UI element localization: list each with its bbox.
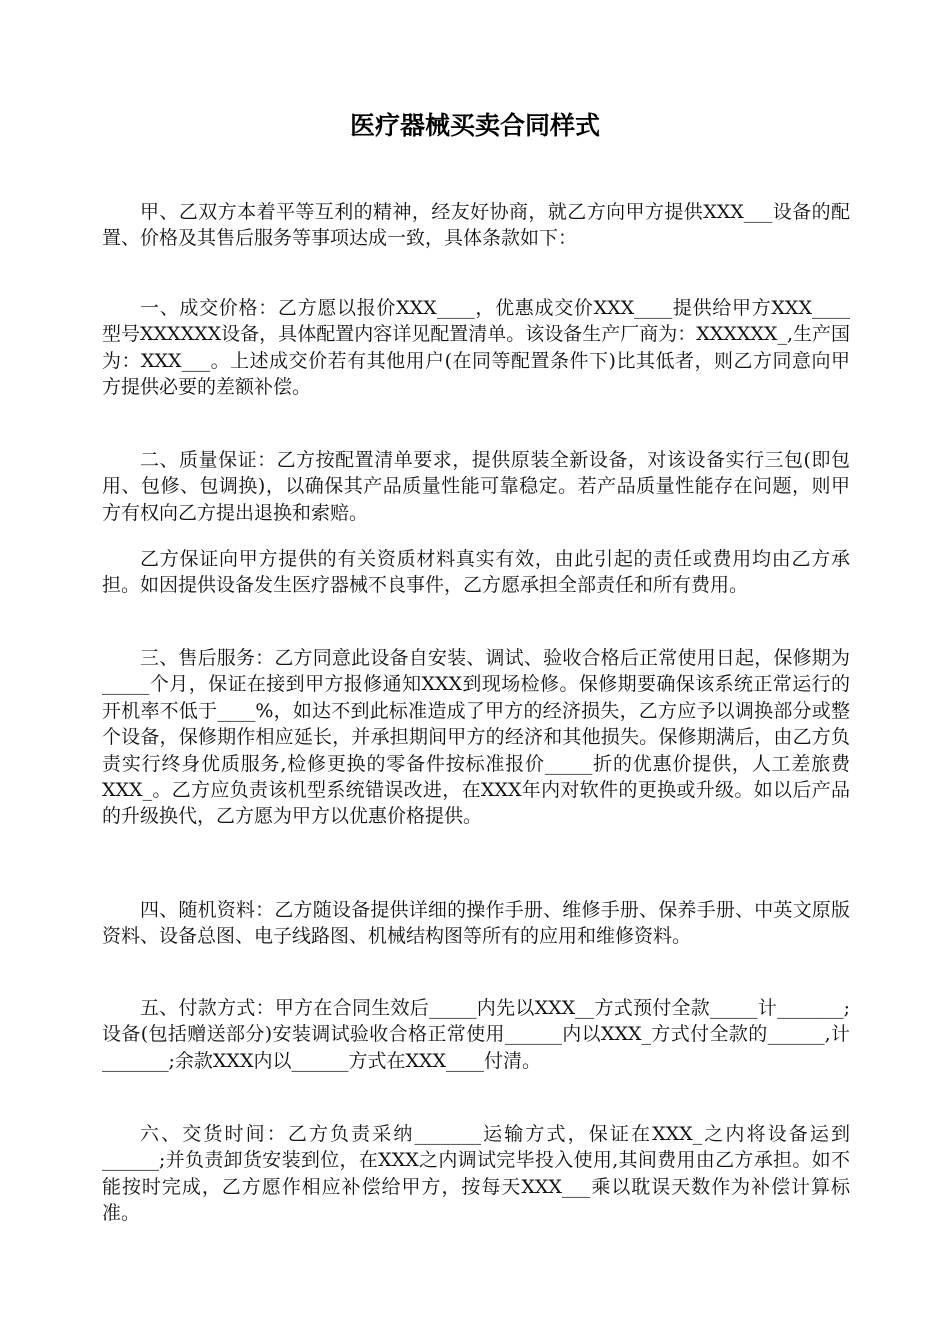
clause-after-sales: 三、售后服务：乙方同意此设备自安装、调试、验收合格后正常使用日起，保修期为_____个月，保证在接到甲方报修通知XXX到现场检修。保修期要确保该系统正常运行的开机率不低于____%，如达不到此标准造成了甲方的经济损失，乙方应予以调换部分或整个设备，保修期作相应延长，并承担期间甲方的经济和其他损失。保修期满后，由乙方负责实行终身优质服务,检修更换的零备件按标准报价_____折的优惠价提供，人工差旅费XXX_。乙方应负责该机型系统错误改进，在XXX年内对软件的更换或升级。如以后产品的升级换代，乙方愿为甲方以优惠价格提供。 bbox=[102, 647, 850, 828]
clause-documentation: 四、随机资料：乙方随设备提供详细的操作手册、维修手册、保养手册、中英文原版资料、设备总图、电子线路图、机械结构图等所有的应用和维修资料。 bbox=[102, 899, 850, 948]
clause-quality-supplement: 乙方保证向甲方提供的有关资质材料真实有效，由此引起的责任或费用均由乙方承担。如因提供设备发生医疗器械不良事件，乙方愿承担全部责任和所有费用。 bbox=[102, 548, 850, 597]
clause-quality: 二、质量保证：乙方按配置清单要求，提供原装全新设备，对该设备实行三包(即包用、包修、包调换)，以确保其产品质量性能可靠稳定。若产品质量性能存在问题，则甲方有权向乙方提出退换和索赔。 bbox=[102, 449, 850, 524]
clause-price-block bbox=[102, 295, 850, 401]
clause-delivery-block bbox=[102, 1121, 850, 1227]
intro-paragraph: 甲、乙双方本着平等互利的精神，经友好协商，就乙方向甲方提供XXX___设备的配置、价格及其售后服务等事项达成一致，具体条款如下： bbox=[102, 201, 850, 250]
clause-quality-supplement-block bbox=[102, 546, 850, 599]
intro-paragraph-block bbox=[102, 199, 850, 252]
clause-quality-block bbox=[102, 447, 850, 526]
clause-after-sales-block bbox=[102, 645, 850, 830]
document-title: 医疗器械买卖合同样式 bbox=[349, 111, 600, 140]
clause-price: 一、成交价格：乙方愿以报价XXX____，优惠成交价XXX____提供给甲方XXX____型号XXXXXX设备，具体配置内容详见配置清单。该设备生产厂商为：XXXXXX_,生产国为：XXX___。上述成交价若有其他用户(在同等配置条件下)比其低者，则乙方同意向甲方提供必要的差额补偿。 bbox=[102, 297, 850, 399]
clause-payment: 五、付款方式：甲方在合同生效后_____内先以XXX__方式预付全款_____计_______;设备(包括赠送部分)安装调试验收合格正常使用______内以XXX_方式付全款的______,计_______;余款XXX内以______方式在XXX____付清。 bbox=[102, 997, 850, 1072]
clause-documentation-block bbox=[102, 897, 850, 950]
clause-payment-block bbox=[102, 995, 850, 1074]
clause-delivery: 六、交货时间：乙方负责采纳_______运输方式，保证在XXX_之内将设备运到______;并负责卸货安装到位，在XXX之内调试完毕投入使用,其间费用由乙方承担。如不能按时完成，乙方愿作相应补偿给甲方，按每天XXX___乘以耽误天数作为补偿计算标准。 bbox=[102, 1123, 850, 1225]
